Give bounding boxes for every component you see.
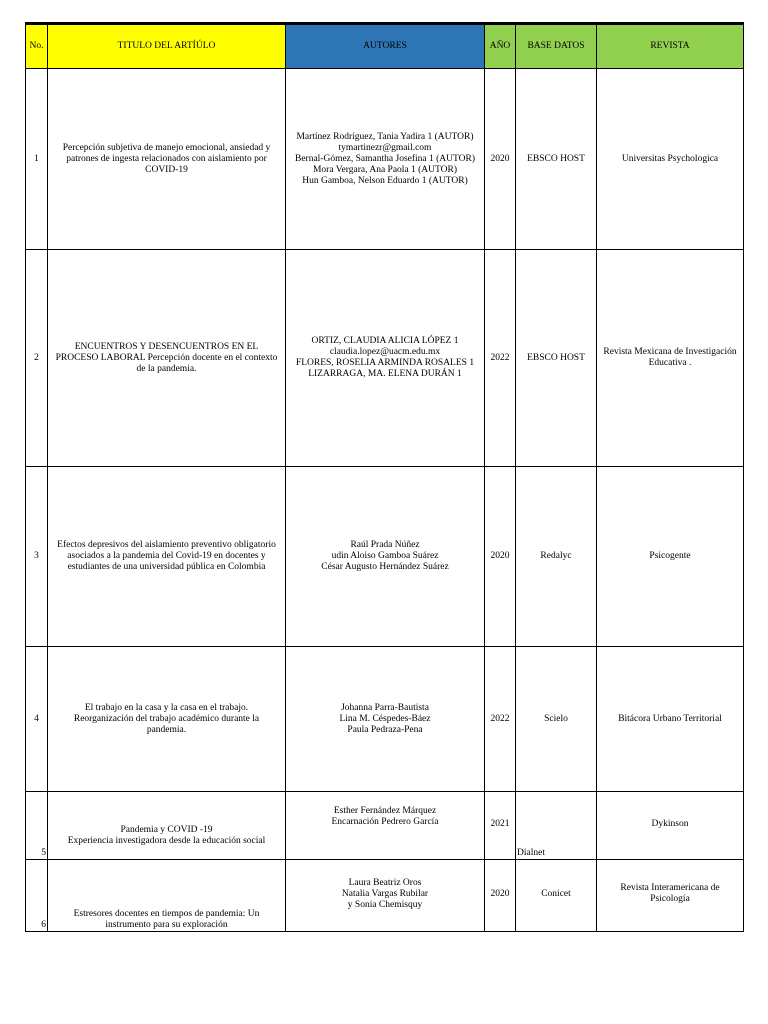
article-title: Estresores docentes en tiempos de pandemia: Un instrumento para su exploración xyxy=(48,860,286,932)
table-row xyxy=(26,467,744,647)
table-row xyxy=(26,860,744,932)
header-base-datos: BASE DATOS xyxy=(516,24,597,69)
article-year: 2020 xyxy=(485,860,516,932)
row-number: 6 xyxy=(26,860,48,932)
table-row xyxy=(26,250,744,467)
article-journal: Dykinson xyxy=(597,792,744,860)
article-journal: Psicogente xyxy=(597,467,744,647)
header-autores: AUTORES xyxy=(286,24,485,69)
article-authors: Raúl Prada Núñez udin Aloiso Gamboa Suárez César Augusto Hernández Suárez xyxy=(286,467,485,647)
article-year: 2022 xyxy=(485,647,516,792)
article-year: 2022 xyxy=(485,250,516,467)
table-row xyxy=(26,647,744,792)
article-authors: ORTIZ, CLAUDIA ALICIA LÓPEZ 1 claudia.lopez@uacm.edu.mx FLORES, ROSELIA ARMINDA ROSALES 1 LIZARRAGA, MA. ELENA DURÁN 1 xyxy=(286,250,485,467)
article-journal: Revista Mexicana de Investigación Educativa . xyxy=(597,250,744,467)
article-journal: Universitas Psychologica xyxy=(597,69,744,250)
article-authors: Johanna Parra-Bautista Lina M. Céspedes-Báez Paula Pedraza-Pena xyxy=(286,647,485,792)
header-anio: AÑO xyxy=(485,24,516,69)
article-year: 2021 xyxy=(485,792,516,860)
article-database: Conicet xyxy=(516,860,597,932)
article-database: Redalyc xyxy=(516,467,597,647)
article-title: Percepción subjetiva de manejo emocional, ansiedad y patrones de ingesta relacionados con aislamiento por COVID-19 xyxy=(48,69,286,250)
row-number: 4 xyxy=(26,647,48,792)
header-revista: REVISTA xyxy=(597,24,744,69)
row-number: 3 xyxy=(26,467,48,647)
header-row xyxy=(26,24,744,69)
row-number: 1 xyxy=(26,69,48,250)
article-title: El trabajo en la casa y la casa en el trabajo. Reorganización del trabajo académico durante la pandemia. xyxy=(48,647,286,792)
article-authors: Esther Fernández Márquez Encarnación Pedrero García xyxy=(286,792,485,860)
article-authors: Martínez Rodríguez, Tania Yadira 1 (AUTOR) tymartinezr@gmail.com Bernal-Gómez, Samantha Josefina 1 (AUTOR) Mora Vergara, Ana Paola 1 (AUTOR) Hun Gamboa, Nelson Eduardo 1 (AUTOR) xyxy=(286,69,485,250)
article-journal: Bitácora Urbano Territorial xyxy=(597,647,744,792)
table-row xyxy=(26,69,744,250)
article-title: Pandemia y COVID -19 Experiencia investigadora desde la educación social xyxy=(48,792,286,860)
article-database: Dialnet xyxy=(516,792,597,860)
articles-table xyxy=(25,22,744,932)
header-titulo: TITULO DEL ARTÍÚLO xyxy=(48,24,286,69)
article-authors: Laura Beatriz Oros Natalia Vargas Rubilar y Sonia Chemisquy xyxy=(286,860,485,932)
header-no: No. xyxy=(26,24,48,69)
article-title: Efectos depresivos del aislamiento preventivo obligatorio asociados a la pandemia del Covid-19 en docentes y estudiantes de una universidad pública en Colombia xyxy=(48,467,286,647)
article-year: 2020 xyxy=(485,467,516,647)
article-database: EBSCO HOST xyxy=(516,69,597,250)
article-database: Scielo xyxy=(516,647,597,792)
article-year: 2020 xyxy=(485,69,516,250)
article-journal: Revista Interamericana de Psicología xyxy=(597,860,744,932)
article-title: ENCUENTROS Y DESENCUENTROS EN EL PROCESO LABORAL Percepción docente en el contexto de la pandemia. xyxy=(48,250,286,467)
row-number: 5 xyxy=(26,792,48,860)
table-row xyxy=(26,792,744,860)
article-database: EBSCO HOST xyxy=(516,250,597,467)
row-number: 2 xyxy=(26,250,48,467)
